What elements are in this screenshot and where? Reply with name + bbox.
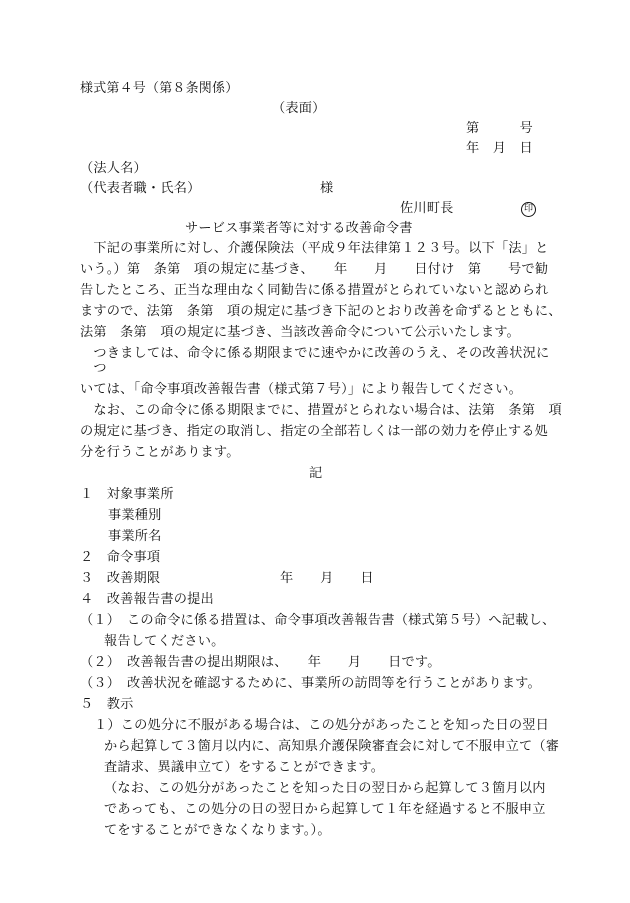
document-title: サービス事業者等に対する改善命令書 — [185, 221, 413, 236]
body-line: 告したところ、正当な理由なく同勧告に係る措置がとられていないと認められ — [80, 283, 549, 298]
form-number: 様式第４号（第８条関係） — [80, 81, 239, 96]
item-3: ３ 改善期限 — [80, 571, 161, 586]
item-5-note-line: であっても、この処分の日の翌日から起算して１年を経過すると不服申立 — [104, 802, 546, 817]
item-4-2: （２） 改善報告書の提出期限は、 年 月 日です。 — [80, 655, 441, 670]
issuer-name: 佐川町長 — [400, 201, 454, 216]
item-3-date: 年 月 日 — [280, 571, 374, 586]
honorific: 様 — [320, 181, 334, 196]
item-4-1: （１） この命令に係る措置は、命令事項改善報告書（様式第５号）へ記載し、 — [80, 613, 556, 628]
item-1: １ 対象事業所 — [80, 487, 174, 502]
body-line: つきましては、命令に係る期限までに速やかに改善のうえ、その改善状況に — [80, 346, 550, 361]
rep-name-label: （代表者職・氏名） — [80, 181, 201, 196]
date-line: 年 月 日 — [466, 141, 533, 156]
item-1-business-type: 事業種別 — [108, 508, 162, 523]
body-line: いては、「命令事項改善報告書（様式第７号）」により報告してください。 — [80, 382, 522, 397]
body-line: ますので、法第 条第 項の規定に基づき下記のとおり改善を命ずるとともに、 — [80, 304, 562, 319]
item-4-1-continued: 報告してください。 — [104, 634, 225, 649]
body-line: いう。）第 条第 項の規定に基づき、 年 月 日付け 第 号で勧 — [80, 262, 549, 277]
body-line: の規定に基づき、指定の取消し、指定の全部若しくは一部の効力を停止する処 — [80, 424, 549, 439]
item-5-note-line: （なお、この処分があったことを知った日の翌日から起算して３箇月以内 — [104, 781, 546, 796]
item-5-1-line: から起算して３箇月以内に、高知県介護保険審査会に対して不服申立て（審 — [104, 739, 560, 754]
side-label: （表面） — [272, 101, 326, 116]
item-4: ４ 改善報告書の提出 — [80, 592, 214, 607]
item-4-3: （３） 改善状況を確認するために、事業所の訪問等を行うことがあります。 — [80, 676, 541, 691]
item-5-note-line: てをすることができなくなります。）。 — [104, 823, 331, 838]
number-line: 第 号 — [466, 121, 533, 136]
item-5-1-line: 査請求、異議申立て）をすることができます。 — [104, 760, 385, 775]
record-mark: 記 — [309, 466, 323, 481]
seal-mark: 印 — [521, 202, 536, 217]
body-line: つ — [80, 361, 107, 376]
body-line: なお、この命令に係る期限までに、措置がとられない場合は、法第 条第 項 — [80, 403, 562, 418]
item-1-business-name: 事業所名 — [108, 529, 162, 544]
item-5-1-line: １）この処分に不服がある場合は、この処分があったことを知った日の翌日 — [94, 718, 550, 733]
body-line: 下記の事業所に対し、介護保険法（平成９年法律第１２３号。以下「法」と — [80, 241, 549, 256]
item-5: ５ 教示 — [80, 697, 134, 712]
corp-name-label: （法人名） — [80, 161, 147, 176]
body-line: 分を行うことがあります。 — [80, 445, 240, 460]
body-line: 法第 条第 項の規定に基づき、当該改善命令について公示いたします。 — [80, 325, 520, 340]
item-2: ２ 命令事項 — [80, 550, 161, 565]
